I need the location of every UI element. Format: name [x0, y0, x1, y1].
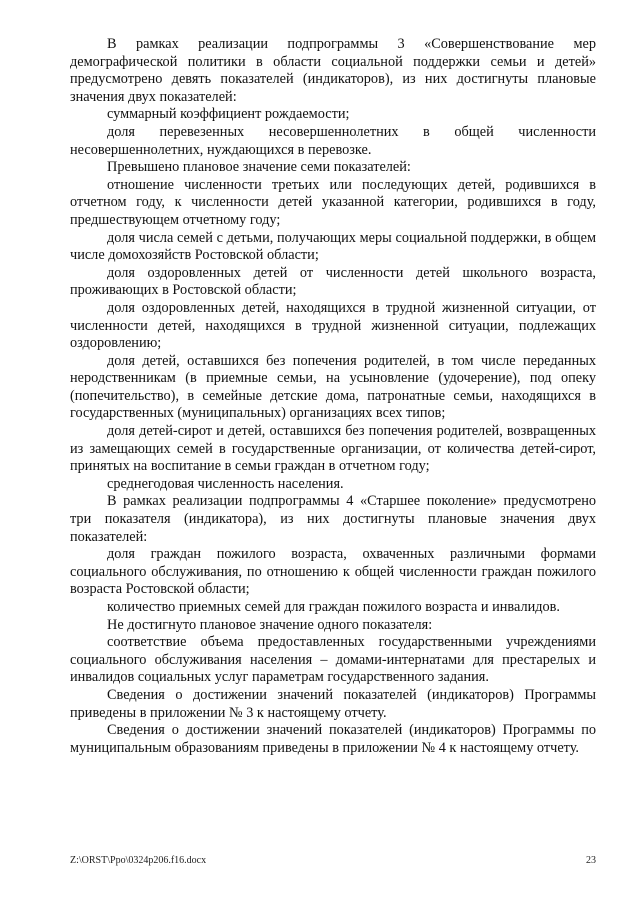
- document-body: [70, 36, 596, 757]
- paragraph-not-achieved-heading: Не достигнуто плановое значение одного показателя:: [107, 616, 433, 633]
- paragraph-indicator: доля оздоровленных детей от численности детей школьного возраста, проживающих в Ростовской области;: [70, 264, 596, 299]
- paragraph-subprogram3-intro: В рамках реализации подпрограммы 3 «Совершенствование мер демографической политики в области социальной поддержки семьи и детей» предусмотрено девять показателей (индикаторов), из них достигнуты плановые значения двух показателей:: [70, 36, 596, 105]
- paragraph-indicator: среднегодовая численность населения.: [107, 475, 344, 492]
- paragraph-indicator: доля перевезенных несовершеннолетних в общей численности несовершеннолетних, нуждающихся в перевозке.: [70, 123, 596, 158]
- paragraph-indicator: соответствие объема предоставленных государственными учреждениями социального обслуживания населения – домами-интернатами для престарелых и инвалидов социальных услуг параметрам государственного задания.: [70, 634, 596, 686]
- paragraph-indicator: отношение численности третьих или последующих детей, родившихся в отчетном году, к численности детей указанной категории, родившихся в году, предшествующем отчетному году;: [70, 176, 596, 228]
- footer-file-path: Z:\ORST\Ppo\0324p206.f16.docx: [70, 855, 207, 866]
- page-number: 23: [586, 855, 596, 866]
- paragraph-subprogram4-intro: В рамках реализации подпрограммы 4 «Старшее поколение» предусмотрено три показателя (индикатора), из них достигнуты плановые значения двух показателей:: [70, 493, 596, 545]
- paragraph-appendix4-reference: Сведения о достижении значений показателей (индикаторов) Программы по муниципальным образованиям приведены в приложении № 4 к настоящему отчету.: [70, 722, 596, 756]
- paragraph-indicator: доля детей-сирот и детей, оставшихся без попечения родителей, возвращенных из замещающих семей в государственные организации, от количества детей-сирот, принятых на воспитание в семьи граждан в отчетном году;: [70, 423, 596, 475]
- paragraph-indicator: доля детей, оставшихся без попечения родителей, в том числе переданных неродственникам (в приемные семьи, на усыновление (удочерение), под опеку (попечительство), в семейные детские дома, патронатные семьи, находящихся в государственных (муниципальных) организациях всех типов;: [70, 352, 596, 422]
- paragraph-exceeded-heading: Превышено плановое значение семи показателей:: [107, 159, 411, 176]
- paragraph-indicator: суммарный коэффициент рождаемости;: [107, 106, 350, 123]
- paragraph-indicator: доля оздоровленных детей, находящихся в трудной жизненной ситуации, от численности детей, находящихся в трудной жизненной ситуации, подлежащих оздоровлению;: [70, 299, 596, 352]
- paragraph-indicator: количество приемных семей для граждан пожилого возраста и инвалидов.: [107, 599, 560, 615]
- paragraph-indicator: доля числа семей с детьми, получающих меры социальной поддержки, в общем числе домохозяйств Ростовской области;: [70, 229, 596, 264]
- paragraph-appendix3-reference: Сведения о достижении значений показателей (индикаторов) Программы приведены в приложении № 3 к настоящему отчету.: [70, 686, 596, 721]
- paragraph-indicator: доля граждан пожилого возраста, охваченных различными формами социального обслуживания, по отношению к общей численности граждан пожилого возраста Ростовской области;: [70, 546, 596, 598]
